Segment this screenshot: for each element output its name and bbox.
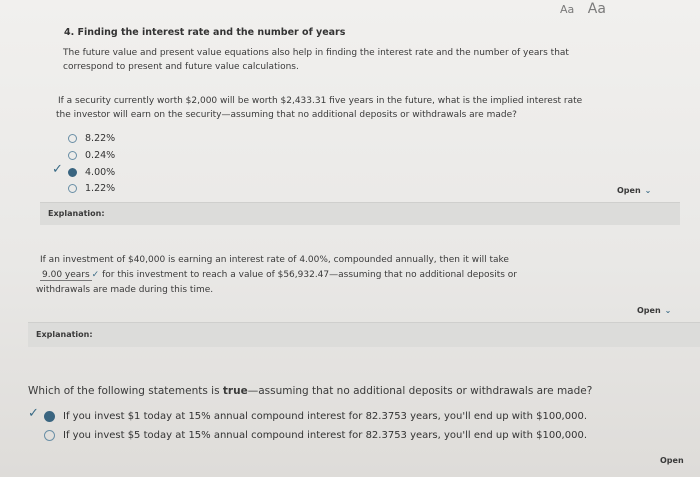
years-answer-field[interactable]: 9.00 years	[42, 270, 90, 280]
correct-check-icon: ✓	[52, 162, 63, 177]
correct-check-icon: ✓	[28, 406, 39, 421]
prompt-text-end: —assuming that no additional deposits or withdrawals are made?	[247, 385, 593, 397]
explanation-label: Explanation:	[48, 209, 105, 218]
q3-option-1[interactable]	[44, 411, 587, 422]
section-title: 4. Finding the interest rate and the number of years	[64, 27, 346, 38]
prompt-emphasis: true	[222, 385, 248, 397]
q3-option-2-label: If you invest $5 today at 15% annual compound interest for 82.3753 years, you'll end up with $100,000.	[63, 430, 588, 441]
font-size-controls[interactable]	[560, 1, 616, 17]
prompt-text: Which of the following statements is	[28, 385, 223, 397]
q3-option-1-label: If you invest $1 today at 15% annual compound interest for 82.3753 years, you'll end up with $100,000.	[63, 411, 588, 422]
question-1-line-1: If a security currently worth $2,000 will be worth $2,433.31 five years in the future, what is the implied interest rate	[58, 96, 583, 106]
correct-check-icon: ✓	[91, 270, 100, 280]
question-2-line-1: If an investment of $40,000 is earning an interest rate of 4.00%, compounded annually, then it will take	[40, 255, 509, 265]
explanation-bar-1[interactable]	[40, 202, 680, 225]
question-1-line-2: the investor will earn on the security—assuming that no additional deposits or withdrawals are made?	[56, 110, 517, 120]
q1-option-3[interactable]	[68, 167, 115, 178]
q3-open-toggle[interactable]	[660, 456, 684, 465]
question-2-line-2-text: for this investment to reach a value of $56,932.47—assuming that no additional deposits or	[99, 270, 517, 280]
chevron-down-icon: ⌄	[664, 306, 672, 315]
question-3-prompt	[28, 384, 592, 399]
question-2-line-3: withdrawals are made during this time.	[36, 285, 214, 295]
question-2-line-2	[40, 268, 517, 283]
q1-option-1-label: 8.22%	[85, 133, 116, 144]
q3-option-2[interactable]	[44, 430, 587, 441]
intro-line-1: The future value and present value equations also help in finding the interest rate and the number of years that	[63, 48, 569, 58]
q1-option-2-label: 0.24%	[85, 150, 116, 161]
open-label: Open	[660, 456, 684, 465]
intro-line-2: correspond to present and future value calculations.	[63, 62, 299, 72]
q1-option-4-label: 1.22%	[85, 183, 116, 194]
radio-selected-icon[interactable]	[44, 411, 55, 422]
q1-option-3-label: 4.00%	[85, 167, 116, 178]
q2-open-toggle[interactable]	[637, 306, 671, 315]
q1-option-1[interactable]	[68, 133, 115, 144]
q1-option-2[interactable]	[68, 150, 115, 161]
font-increase-button[interactable]: Aa	[587, 1, 606, 17]
font-decrease-button[interactable]: Aa	[560, 3, 575, 16]
radio-icon[interactable]	[44, 430, 55, 441]
radio-icon[interactable]	[68, 184, 77, 193]
radio-icon[interactable]	[68, 151, 77, 160]
open-label: Open	[637, 306, 661, 315]
explanation-bar-2[interactable]	[28, 322, 700, 347]
open-label: Open	[617, 186, 641, 195]
q1-open-toggle[interactable]	[617, 186, 651, 195]
explanation-label: Explanation:	[36, 330, 93, 339]
q1-option-4[interactable]	[68, 183, 115, 194]
radio-icon[interactable]	[68, 134, 77, 143]
radio-selected-icon[interactable]	[68, 168, 77, 177]
chevron-down-icon: ⌄	[644, 186, 652, 195]
